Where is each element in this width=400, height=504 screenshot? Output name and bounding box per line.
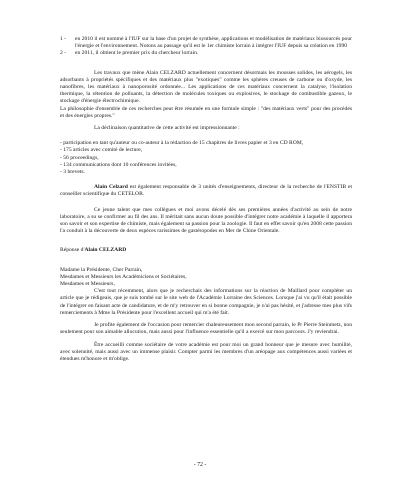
list-item: - 3 brevets. [60, 169, 86, 176]
page-number: - 72 - [193, 462, 207, 468]
item-text: en 2011, il obtient le premier prix du chercheur lorrain. [75, 50, 199, 57]
list-item: - 56 proceedings, [60, 154, 99, 161]
salutation-line: Mesdames et Messieurs, [60, 281, 115, 288]
name-lead: Alain Celzard [94, 184, 128, 191]
numbered-item-2 [60, 50, 352, 57]
paragraph-thanks: Je profite également de l'occasion pour remercier chaleureusement mon second parrain, le Pr Pierre Steinmetz, non seulement pour son aimable allocution, mais aussi pour l'influence essentielle qu'il a exercé sur mon parcours. J'y reviendrai. [60, 322, 352, 336]
item-number: 2 - [60, 50, 67, 57]
reply-heading: Réponse d'Alain CELZARD [60, 247, 127, 254]
paragraph-quantitative: La déclinaison quantitative de cette activité est impressionnante : [94, 125, 240, 132]
paragraph-talent: Ce jeune talent que mes collègues et moi avons décelé dès ses premières années d'activité au sein de notre laboratoire, a su se confirmer au fil des ans. Il méritait sans aucun doute possible d'intégrer notre académie à laquelle il apportera son savoir et son expertise de chimiste, mais également sa passion pour la zoologie. Il faut en effet savoir qu'en 2008 cette passion l'a conduit à la découverte de deux espèces rarissimes de gastéropodes en Mer de Chine Orientale. [60, 206, 352, 235]
item-text: en 2010 il est nommé à l'IUF sur la base d'un projet de synthèse, applications et modélisation de matériaux biosourcés pour l'énergie et l'environnement. Notons au passage qu'il est le 1er chimiste lorrain à intégrer l'IUF depuis sa création en 1990 [75, 36, 352, 50]
publication-list [60, 140, 352, 176]
paragraph-research: Les travaux que mène Alain CELZARD actuellement concernent désormais les mousses solides, les aérogels, les adsorbants à propriétés spécifiques et des matériaux plus "exotiques" comme les sphères creuses de carbone ou d'oxyde, les nanofibres, les matériaux à nanoporosité ordonnée... Les applications de ces matériaux concernent la catalyse, l'isolation thermique, la rétention de polluants, la détection de molécules toxiques ou explosives, le stockage de combustible gazeux, le stockage d'énergie électrochimique. [60, 69, 352, 105]
list-item: - 175 articles avec comité de lecture, [60, 147, 143, 154]
list-item: - 134 communications dont 10 conférences invitées, [60, 161, 177, 168]
list-item: - participation en tant qu'auteur ou co-auteur à la rédaction de 15 chapitres de livres papier et 3 en CD ROM, [60, 140, 304, 147]
numbered-item-1 [60, 36, 352, 50]
document-body [60, 36, 352, 363]
paragraph-philosophy: La philosophie d'ensemble de ces recherches peut être résumée en une formule simple : "des matériaux verts" pour des procédés et des énergies propres." [60, 105, 352, 119]
salutation-line: Madame la Présidente, Cher Parrain, [60, 266, 143, 273]
salutation-line: Mesdames et Messieurs les Académiciens et Sociétaires, [60, 273, 187, 280]
paragraph-honour: Être accueilli comme sociétaire de votre académie est pour moi un grand honneur que je mesure avec humilité, avec solennité, mais aussi avec un immense plaisir. Compter parmi les membres d'un aréopage aux compétences aussi variées et étendues m'honore et m'oblige. [60, 341, 352, 362]
item-number: 1 - [60, 36, 67, 42]
paragraph-discovery: C'est tout récemment, alors que je recherchais des informations sur la réaction de Maillard pour compléter un article que je rédigeais, que je suis tombé sur le site web de l'Académie Lorraine des Sciences. Lorsque j'ai vu qu'il était possible de l'intégrer en faisant acte de candidature, et de m'y retrouver en si bonne compagnie, je n'ai pas hésité, et j'adresse mes plus vifs remerciements à Mme la Présidente pour l'excellent accueil qui m'a été fait. [60, 288, 352, 316]
paragraph-responsibilities: Alain Celzard est également responsable de 3 unités d'enseignements, directeur de la recherche de l'ENSTIB et conseiller scientifique du CETELOR. [60, 184, 352, 198]
